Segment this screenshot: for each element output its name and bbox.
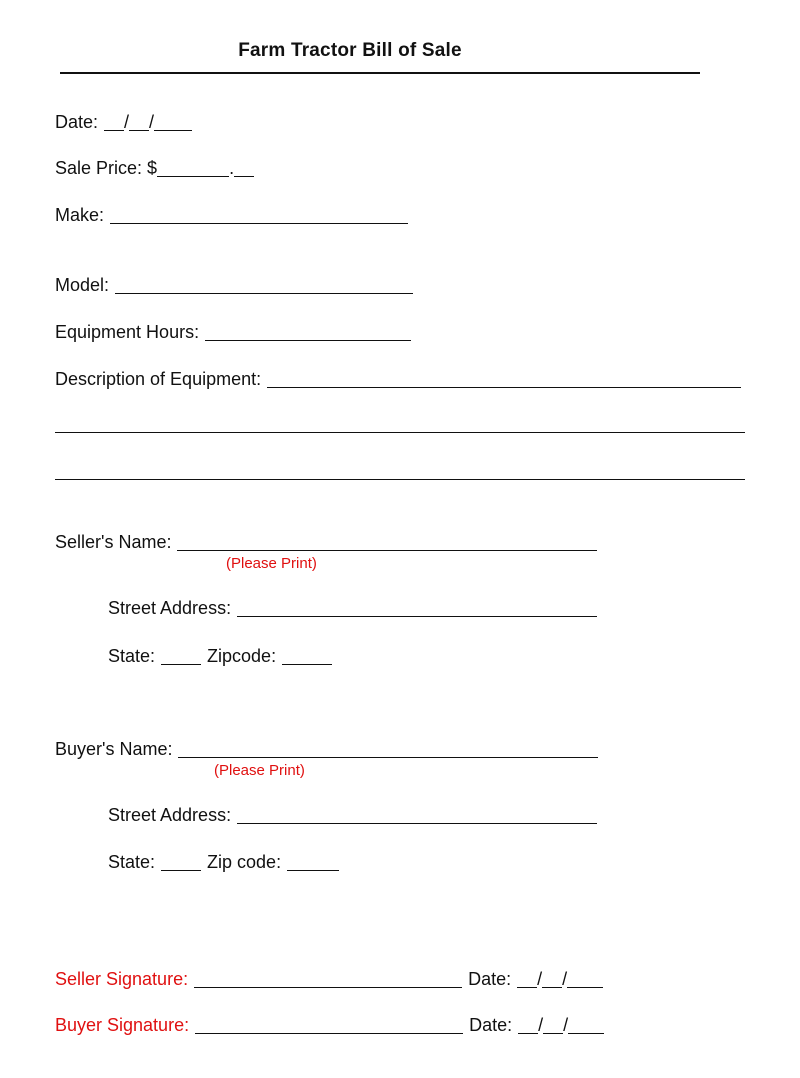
seller-sign-month-field[interactable] [517,969,537,988]
model-row [55,273,413,297]
seller-print-note: (Please Print) [226,555,317,572]
seller-signature-field[interactable] [194,969,462,988]
seller-zip-field[interactable] [282,646,332,665]
buyer-state-field[interactable] [161,852,201,871]
buyer-signature-field[interactable] [195,1015,463,1034]
buyer-street-row [108,803,597,827]
equipment-hours-label: Equipment Hours: [55,322,200,342]
buyer-print-note: (Please Print) [214,762,305,779]
date-month-field[interactable] [104,112,124,131]
date-label: Date: [55,112,99,132]
sale-price-label: Sale Price: $ [55,158,158,178]
equipment-hours-field[interactable] [205,322,411,341]
make-label: Make: [55,205,105,225]
date-separator: / [562,969,568,989]
make-field[interactable] [110,205,408,224]
buyer-signature-date-label: Date: [469,1015,513,1035]
buyer-name-label: Buyer's Name: [55,739,173,759]
date-separator: / [563,1015,569,1035]
seller-signature-date-label: Date: [468,969,512,989]
seller-signature-row [55,967,603,991]
sale-price-dollars-field[interactable] [157,158,229,177]
buyer-name-field[interactable] [178,739,598,758]
seller-sign-day-field[interactable] [542,969,562,988]
make-row [55,203,408,227]
seller-state-row [108,644,332,668]
buyer-street-label: Street Address: [108,805,232,825]
seller-street-label: Street Address: [108,598,232,618]
equipment-hours-row [55,320,411,344]
seller-name-field[interactable] [177,532,597,551]
seller-street-field[interactable] [237,598,597,617]
buyer-street-field[interactable] [237,805,597,824]
description-row [55,367,741,391]
buyer-sign-month-field[interactable] [518,1015,538,1034]
buyer-signature-label: Buyer Signature: [55,1015,190,1035]
date-separator: / [538,1015,544,1035]
date-separator: / [124,112,130,132]
date-day-field[interactable] [129,112,149,131]
date-row [55,110,192,134]
buyer-sign-day-field[interactable] [543,1015,563,1034]
model-field[interactable] [115,275,413,294]
seller-signature-label: Seller Signature: [55,969,189,989]
buyer-signature-row [55,1013,604,1037]
seller-sign-year-field[interactable] [567,969,603,988]
title-underline [60,72,700,74]
buyer-state-label: State: [108,852,156,872]
document-title: Farm Tractor Bill of Sale [238,40,462,61]
sale-price-cents-field[interactable] [234,158,254,177]
description-line-3[interactable] [55,479,745,480]
seller-street-row [108,596,597,620]
date-separator: / [537,969,543,989]
seller-state-label: State: [108,646,156,666]
seller-name-label: Seller's Name: [55,532,172,552]
buyer-zip-field[interactable] [287,852,339,871]
buyer-sign-year-field[interactable] [568,1015,604,1034]
description-field[interactable] [267,369,741,388]
seller-state-field[interactable] [161,646,201,665]
model-label: Model: [55,275,110,295]
seller-zip-label: Zipcode: [207,646,277,666]
buyer-name-row [55,737,598,761]
buyer-state-row [108,850,339,874]
sale-price-row [55,156,254,180]
date-year-field[interactable] [154,112,192,131]
buyer-zip-label: Zip code: [207,852,282,872]
description-line-2[interactable] [55,432,745,433]
description-label: Description of Equipment: [55,369,262,389]
date-separator: / [149,112,155,132]
seller-name-row [55,530,597,554]
sale-price-decimal: . [229,158,235,178]
